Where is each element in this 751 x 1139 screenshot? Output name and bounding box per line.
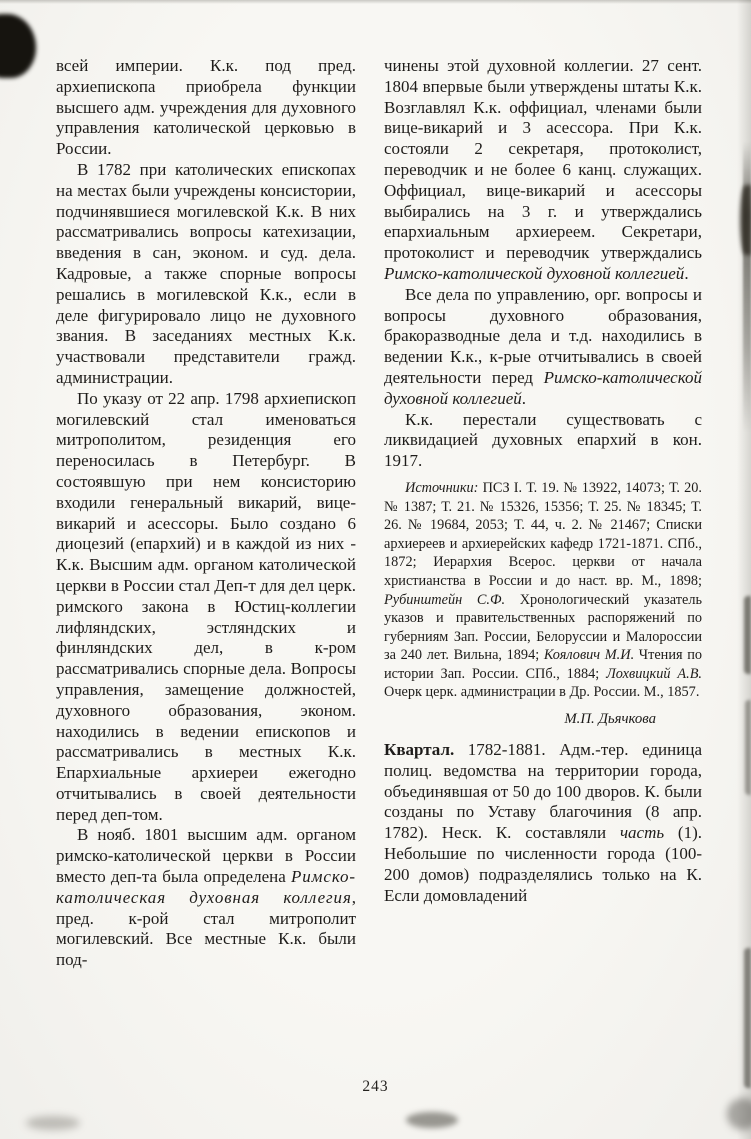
text-run: Рубинштейн С.Ф. bbox=[384, 591, 506, 608]
scan-artifact-right-streak-4 bbox=[744, 948, 751, 1088]
paragraph bbox=[384, 285, 702, 410]
text-run: Источники: bbox=[405, 479, 479, 496]
author-byline bbox=[384, 710, 702, 728]
scan-artifact-right-streak-2 bbox=[744, 596, 751, 674]
text-run: По указу от 22 апр. 1798 архиепископ могилевский стал именоваться митрополитом, резиденция его переносилась в Петербург. В состоявшую при нем консисторию входили генеральный викарий, вице-викарий и асессоры. Было создано 6 диоцезий (епархий) и в каждой из них - К.к. Высшим адм. органом католической церкви в России стал Деп-т для дел церк. римского закона в Юстиц-коллегии лифляндских, эстляндских и финляндских дел, в к-ром рассматривались спорные дела. Вопросы управления, замещение должностей, духовного образования, эконом. находились в ведении епископов и рассматривались в местных К.к. Епархиальные архиереи ежегодно отчитывались в своей деятельности перед деп-том. bbox=[56, 388, 356, 824]
right-column bbox=[384, 56, 702, 1062]
text-run: Хронологический указатель указов и правительственных распоряжений по губерниям Зап. России, Белоруссии и Малороссии за 240 лет. Вильна, 1894; bbox=[384, 591, 702, 664]
text-run: (1). Небольшие по численности города (100-200 домов) подразделялись только на К. Если домовладений bbox=[384, 823, 702, 905]
scan-artifact-right-blob bbox=[740, 185, 751, 255]
scan-shadow-right-edge bbox=[737, 0, 751, 1139]
text-run: Очерк церк. администрации в Др. России. М., 1857. bbox=[384, 684, 700, 701]
sources-paragraph bbox=[384, 479, 702, 702]
text-run: всей империи. К.к. под пред. архиепископа приобрела функции высшего адм. учреждения для духовного управления католической церковью в России. bbox=[56, 56, 356, 159]
text-run: Римско-католическая духовная коллегия bbox=[56, 867, 356, 907]
text-run: Квартал. bbox=[384, 740, 455, 760]
text-run: 1782-1881. Адм.-тер. единица полиц. ведомства на территории города, объединявшая от 50 до 100 дворов. К. были созданы по Уставу благочиния (8 апр. 1782). Неск. К. составляли bbox=[384, 740, 702, 843]
scan-artifact-top-band bbox=[0, 0, 751, 4]
text-run: Чтения по истории Зап. России. СПб., 1884; bbox=[384, 647, 702, 682]
text-run: Лохвицкий А.В. bbox=[606, 665, 702, 682]
scan-artifact-right-streak-3 bbox=[745, 700, 751, 795]
text-run: , пред. к-рой стал митрополит могилевский. Все местные К.к. были под- bbox=[56, 887, 356, 970]
paragraph bbox=[384, 410, 702, 472]
text-run: Римско-католической духовной коллегией bbox=[384, 263, 685, 283]
paragraph bbox=[56, 160, 356, 389]
text-run: чинены этой духовной коллегии. 27 сент. 1804 впервые были утверждены штаты К.к. Возглавлял К.к. оффициал, членами были вице-викарий и 3 асессора. При К.к. состояли 2 секретаря, протоколист, переводчик и не более 6 канц. служащих. Оффициал, вице-викарий и асессоры выбирались на 3 г. и утверждались епархиальным архиереем. Секретари, протоколист и переводчик утверждались bbox=[384, 56, 702, 263]
scan-artifact-right-streak-1 bbox=[743, 142, 751, 432]
paragraph-continuation bbox=[384, 56, 702, 285]
text-run: . bbox=[684, 263, 689, 283]
text-run: В 1782 при католических епископах на местах были учреждены консистории, подчинявшиеся могилевской К.к. В них рассматривались вопросы катехизации, введения в сан, эконом. и суд. дела. Кадровые, а также спорные вопросы решались в могилевской К.к., если в деле фигурировало лицо не духовного звания. В заседаниях местных К.к. участвовали представители гражд. администрации. bbox=[56, 159, 356, 387]
text-run: В нояб. 1801 высшим адм. органом римско-католической церкви в России вместо деп-та была определена bbox=[56, 825, 356, 887]
paragraph bbox=[56, 825, 356, 971]
page-number: 243 bbox=[362, 1078, 389, 1095]
scan-artifact-top-left-corner bbox=[0, 14, 36, 78]
text-run: часть bbox=[619, 823, 665, 843]
paragraph bbox=[56, 389, 356, 826]
paragraph-entry-continuation bbox=[56, 56, 356, 160]
text-run: Римско-католической духовной коллегией bbox=[384, 367, 702, 408]
text-run: . bbox=[521, 388, 526, 408]
text-run: М.П. Дьячкова bbox=[564, 711, 656, 728]
text-run: К.к. перестали существовать с ликвидацией духовных епархий в кон. 1917. bbox=[384, 409, 702, 471]
left-column bbox=[56, 56, 356, 1062]
text-run: Все дела по управлению, орг. вопросы и вопросы духовного образования, бракоразводные дела и т.д. находились в ведении К.к., к-рые отчитывались в своей деятельности перед bbox=[384, 284, 702, 387]
scan-artifact-bottom-right bbox=[727, 1098, 751, 1130]
scan-artifact-bottom-center bbox=[406, 1112, 458, 1128]
page-content bbox=[56, 56, 704, 1062]
scan-artifact-bottom-left bbox=[26, 1116, 80, 1130]
entry-paragraph-kvartal bbox=[384, 740, 702, 906]
text-run: ПСЗ I. Т. 19. № 13922, 14073; Т. 20. № 1387; Т. 21. № 15326, 15356; Т. 25. № 18345; Т. 26. № 19684, 2053; Т. 44, ч. 2. № 21467; Списки архиереев и архиерейских кафедр 1721-1871. СПб., 1872; Иерархия Всерос. церкви от начала христианства в России и до наст. вр. М., 1898; bbox=[384, 479, 702, 589]
text-run: Коялович М.И. bbox=[543, 647, 635, 664]
